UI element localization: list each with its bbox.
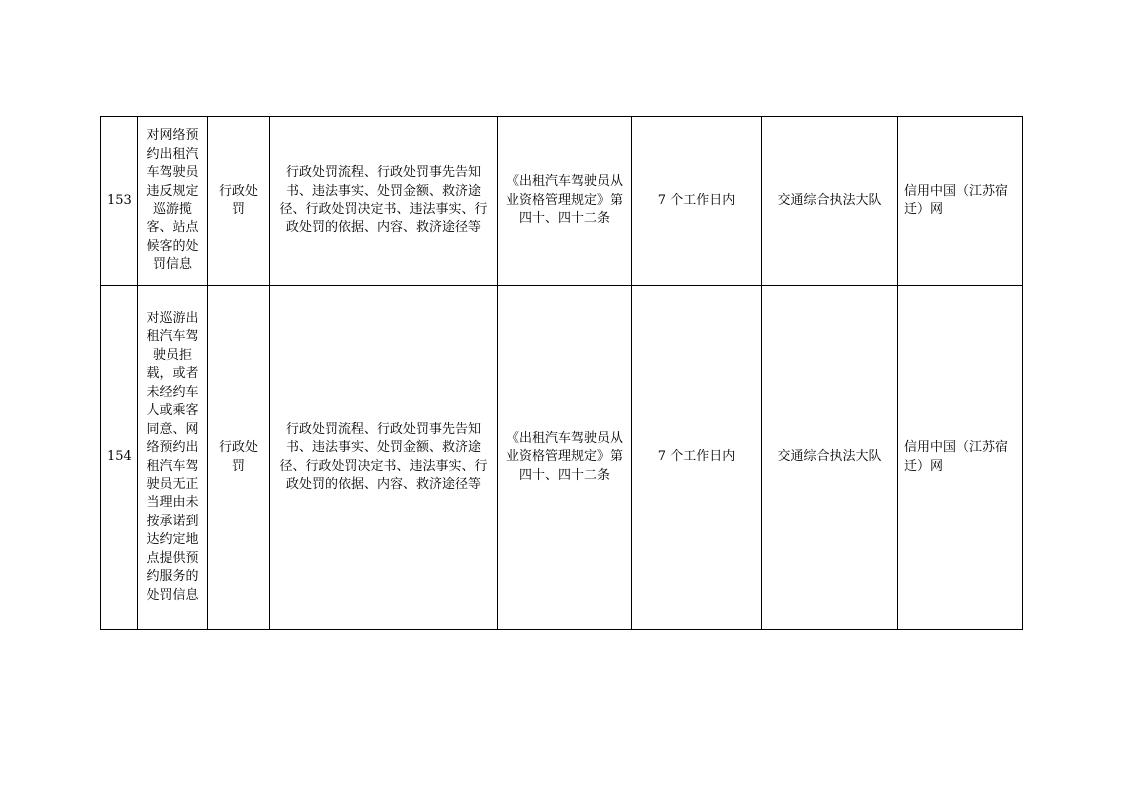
row-content: 行政处罚流程、行政处罚事先告知书、违法事实、处罚金额、救济途径、行政处罚决定书、违法事实、行政处罚的依据、内容、救济途径等 [270, 286, 498, 630]
row-type: 行政处罚 [208, 286, 270, 630]
row-type: 行政处罚 [208, 117, 270, 286]
row-index: 154 [101, 286, 138, 630]
row-department: 交通综合执法大队 [762, 286, 898, 630]
row-index: 153 [101, 117, 138, 286]
row-department: 交通综合执法大队 [762, 117, 898, 286]
row-website: 信用中国（江苏宿迁）网 [898, 286, 1023, 630]
row-basis: 《出租汽车驾驶员从业资格管理规定》第四十、四十二条 [498, 117, 632, 286]
table-row [101, 117, 1023, 286]
row-period: 7 个工作日内 [632, 286, 762, 630]
row-item-name: 对巡游出租汽车驾驶员拒载，或者未经约车人或乘客同意、网络预约出租汽车驾驶员无正当理由未按承诺到达约定地点提供预约服务的处罚信息 [138, 286, 208, 630]
table-row [101, 286, 1023, 630]
punishment-info-table [100, 116, 1023, 630]
row-period: 7 个工作日内 [632, 117, 762, 286]
row-item-name: 对网络预约出租汽车驾驶员违反规定巡游揽客、站点候客的处罚信息 [138, 117, 208, 286]
row-content: 行政处罚流程、行政处罚事先告知书、违法事实、处罚金额、救济途径、行政处罚决定书、违法事实、行政处罚的依据、内容、救济途径等 [270, 117, 498, 286]
row-website: 信用中国（江苏宿迁）网 [898, 117, 1023, 286]
row-basis: 《出租汽车驾驶员从业资格管理规定》第四十、四十二条 [498, 286, 632, 630]
